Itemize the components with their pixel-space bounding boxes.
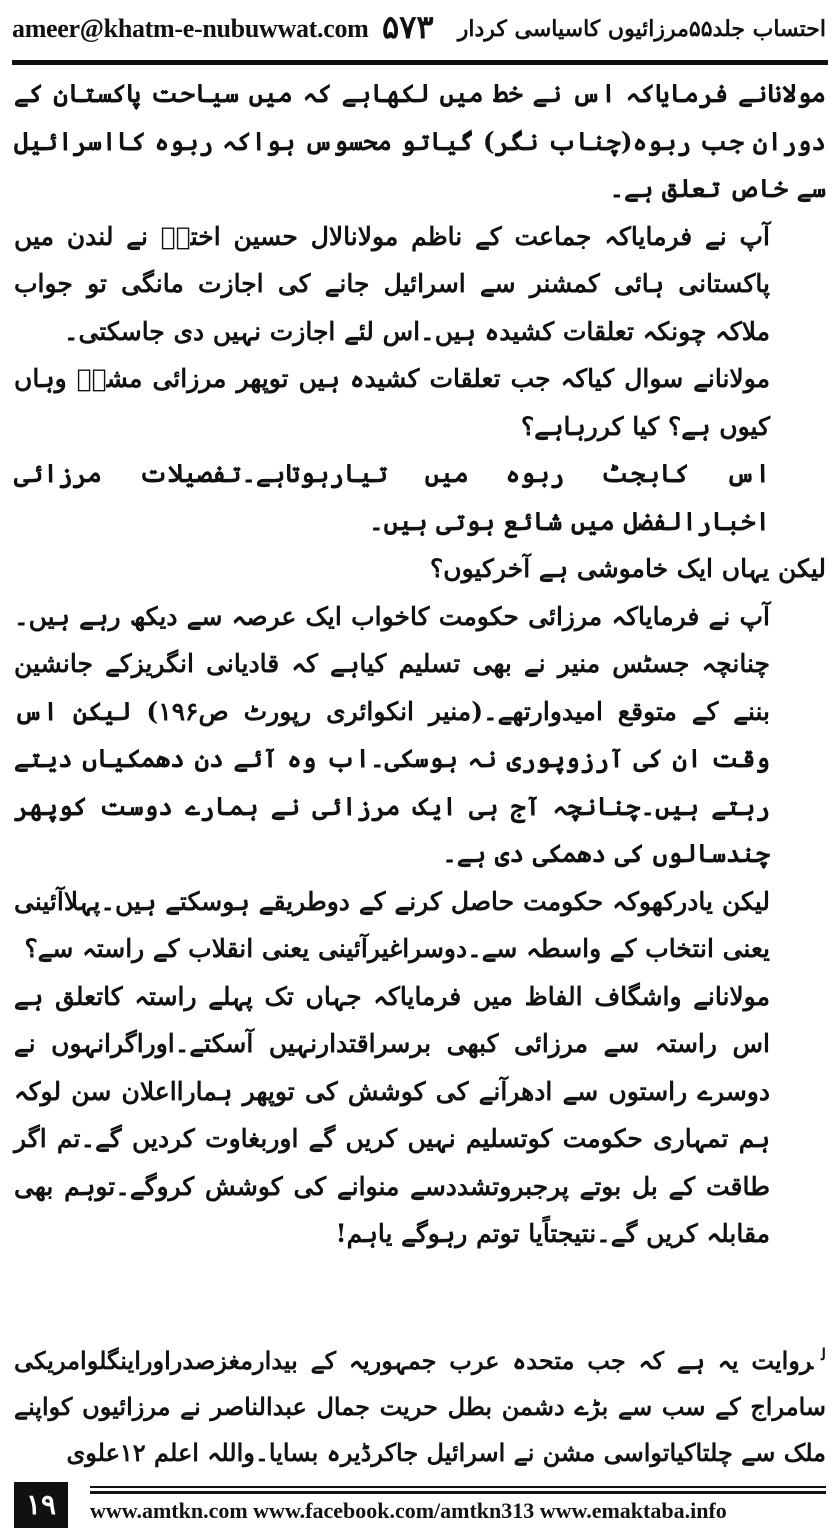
- footnote: [14, 1332, 826, 1476]
- footer-links[interactable]: www.amtkn.com www.facebook.com/amtkn313 www.emaktaba.info: [90, 1498, 727, 1523]
- paragraph: مولانانے سوال کیاکہ جب تعلقات کشیدہ ہیں توپھر مرزائی مشنؐ وہاں کیوں ہے؟ کیا کررہاہے؟: [14, 364, 770, 441]
- paragraph: مولانانے فرمایاکہ اس نے خط میں لکھاہے کہ میں سیاحت پاکستان کے دوران جب ربوہ(چناب نگر) گیاتو محسوس ہواکہ ربوہ کااسرائیل سے خاص تعلق ہے۔: [14, 79, 826, 203]
- paragraph: اس کابجٹ ربوہ میں تیارہوتاہے۔تفصیلات مرزائی اخبارالفضل میں شائع ہوتی ہیں۔: [14, 459, 770, 536]
- body-text: [14, 70, 826, 1258]
- header-page-number: ۵۷۳: [382, 8, 434, 46]
- footer-rule: [90, 1486, 826, 1488]
- folio-number: ۱۹: [14, 1482, 68, 1528]
- paragraph: آپ نے فرمایاکہ جماعت کے ناظم مولانالال حسین اخترؒ نے لندن میں پاکستانی ہائی کمشنر سے اسرائیل جانے کی اجازت مانگی تو جواب ملاکہ چونکہ تعلقات کشیدہ ہیں۔اس لئے اجازت نہیں دی جاسکتی۔: [14, 221, 770, 346]
- paragraph: لیکن یادرکھوکہ حکومت حاصل کرنے کے دوطریقے ہوسکتے ہیں۔پہلاآئینی یعنی انتخاب کے واسطہ سے۔دوسراغیرآئینی یعنی انقلاب کے راستہ سے؟: [14, 886, 770, 963]
- page-footer: [0, 1478, 840, 1540]
- paragraph: آپ نے فرمایاکہ مرزائی حکومت کاخواب ایک عرصہ سے دیکھ رہے ہیں۔چنانچہ جسٹس منیر نے بھی تسلیم کیاہے کہ قادیانی انگریزکے جانشین بننے کے متوقع امیدوارتھے۔(منیر انکوائری رپورٹ ص۱۹۶) لیکن اس وقت ان کی آرزوپوری نہ ہوسکی۔اب وہ آئے دن دھمکیاں دیتے رہتے ہیں۔چنانچہ آج ہی ایک مرزائی نے ہمارے دوست کوپھر چندسالوں کی دھمکی دی ہے۔: [14, 601, 770, 868]
- footer-rule: [90, 1491, 826, 1494]
- footnote-text: روایت یہ ہے کہ جب متحدہ عرب جمہوریہ کے بیدارمغزصدراوراینگلوامریکی سامراج کے سب سے بڑے دشمن بطل حریت جمال عبدالناصر نے مرزائیوں کواپنے ملک سے چلتاکیاتواسی مشن نے اسرائیل جاکرڈیرہ بسایا۔واللہ اعلم ۱۲علوی: [14, 1346, 826, 1467]
- paragraph: مولانانے واشگاف الفاظ میں فرمایاکہ جہاں تک پہلے راستہ کاتعلق ہے اس راستہ سے مرزائی کبھی برسراقتدارنہیں آسکتے۔اوراگرانہوں نے دوسرے راستوں سے ادھرآنے کی کوشش کی توپھر ہمارااعلان سن لوکہ ہم تمہاری حکومت کوتسلیم نہیں کریں گے اوربغاوت کردیں گے۔تم اگر طاقت کے بل بوتے پرجبروتشددسے منوانے کی کوشش کروگے۔توہم بھی مقابلہ کریں گے۔نتیجتاًیا توتم رہوگے یاہم!: [14, 981, 770, 1248]
- page-header: [0, 0, 840, 60]
- paragraph: لیکن یہاں ایک خاموشی ہے آخرکیوں؟: [429, 554, 826, 583]
- footnote-mark: ل: [821, 1345, 826, 1364]
- header-email: ameer@khatm-e-nubuwwat.com: [12, 14, 369, 43]
- header-rule: [12, 60, 828, 65]
- header-title: احتساب جلد۵۵مرزائیوں کاسیاسی کردار: [457, 16, 826, 42]
